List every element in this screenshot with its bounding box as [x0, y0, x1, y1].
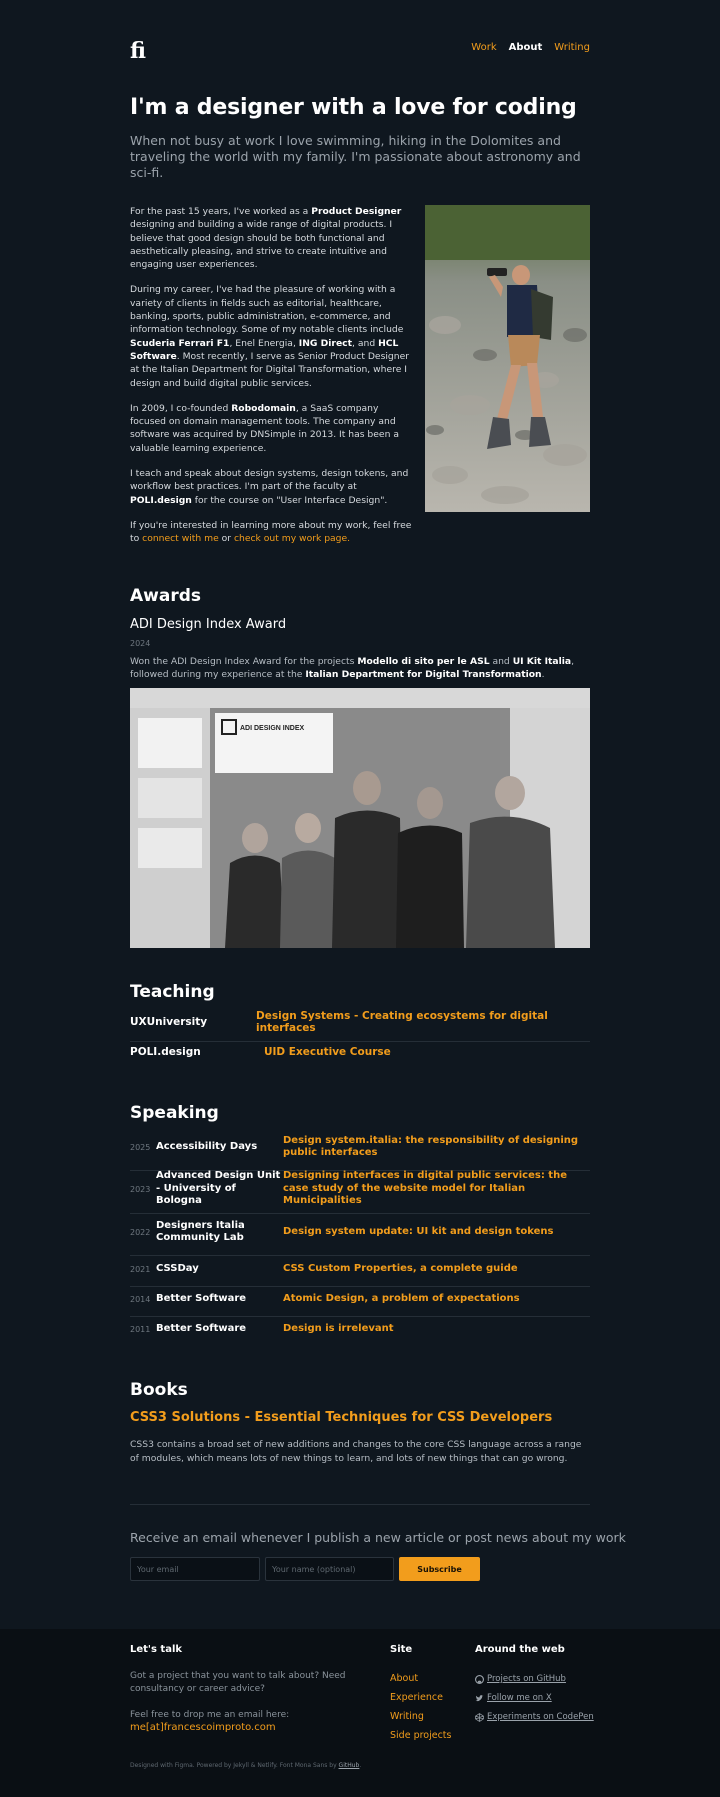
talk-event: Designers Italia Community Lab [156, 1219, 245, 1243]
talk-year: 2021 [130, 1264, 151, 1274]
talk-event: Advanced Design Unit - University of Bologna [156, 1170, 281, 1207]
page-subtitle: When not busy at work I love swimming, hiking in the Dolomites and traveling the world with my family. I'm passionate about astronomy and sci-fi. [130, 133, 581, 180]
github-link[interactable] [475, 1674, 566, 1684]
talk-event: Better Software [156, 1322, 247, 1334]
intro-paragraph-3 [130, 402, 415, 455]
site-logo[interactable]: fi [130, 38, 146, 64]
talk-row [130, 1134, 590, 1160]
talk-title-link[interactable]: Design system.italia: the responsibility of designing public interfaces [283, 1134, 579, 1158]
award-description [130, 655, 590, 681]
intro-paragraph-2 [130, 283, 415, 389]
nav-writing[interactable]: Writing [554, 42, 590, 53]
github-credit-link[interactable]: GitHub [338, 1762, 360, 1769]
highlight: POLI.design [130, 494, 192, 506]
teaching-org: POLI.design [130, 1046, 201, 1058]
text: or [218, 533, 234, 545]
text: For the past 15 years, I've worked as a [130, 206, 312, 217]
nav-about[interactable]: About [508, 42, 543, 53]
talk-title-link[interactable]: Designing interfaces in digital public services: the case study of the website model for Italian Municipalities [283, 1170, 567, 1207]
text: for the course on "User Interface Design". [191, 494, 388, 506]
award-year: 2024 [130, 639, 151, 648]
highlight: Product Designer [311, 206, 402, 217]
github-icon [475, 1675, 484, 1684]
portrait-photo [425, 205, 590, 512]
talk-title-link[interactable]: Atomic Design, a problem of expectations [283, 1292, 520, 1304]
talk-row [130, 1321, 590, 1337]
footer-talk-text: Got a project that you want to talk about? Need consultancy or career advice? [130, 1671, 346, 1694]
teaching-row [130, 1037, 590, 1067]
text: During my career, I've had the pleasure of working with a variety of clients in fields such as editorial, healthcare, banking, sports, public administration, e-commerce, and information technology. Some of my notable clients include [130, 284, 404, 336]
teaching-org: UXUniversity [130, 1016, 208, 1028]
teaching-course-link[interactable]: UID Executive Course [264, 1046, 391, 1058]
highlight: Robodomain [231, 402, 296, 414]
text: and [489, 656, 513, 667]
highlight: Scuderia Ferrari F1 [130, 337, 230, 349]
award-photo [130, 688, 590, 948]
talk-row [130, 1291, 590, 1307]
footer-site-heading: Site [390, 1644, 413, 1655]
text: In 2009, I co-founded [130, 402, 232, 414]
divider [130, 1504, 590, 1505]
email-field[interactable] [130, 1557, 260, 1581]
footer-link-side-projects[interactable]: Side projects [390, 1730, 452, 1741]
talk-row [130, 1170, 590, 1207]
footer-talk-heading: Let's talk [130, 1644, 183, 1655]
highlight: Italian Department for Digital Transformation [305, 669, 542, 680]
book-title-link[interactable]: CSS3 Solutions - Essential Techniques for CSS Developers [130, 1410, 553, 1425]
teaching-row [130, 1007, 590, 1037]
talk-year: 2022 [130, 1227, 151, 1237]
talk-title-link[interactable]: CSS Custom Properties, a complete guide [283, 1262, 518, 1274]
footer-web-heading: Around the web [475, 1644, 565, 1655]
highlight: Modello di sito per le ASL [357, 656, 490, 667]
text: , Enel Energia, [229, 337, 299, 349]
talk-year: 2023 [130, 1184, 151, 1194]
subscribe-button[interactable]: Subscribe [399, 1557, 480, 1581]
text: . [541, 669, 545, 680]
intro-paragraph-4 [130, 467, 415, 507]
github-link-label: Projects on GitHub [487, 1674, 566, 1684]
nav-work[interactable]: Work [471, 42, 497, 53]
talk-event: Accessibility Days [156, 1140, 258, 1152]
twitter-icon [475, 1694, 484, 1703]
talk-title-link[interactable]: Design is irrelevant [283, 1322, 394, 1334]
codepen-link-label: Experiments on CodePen [487, 1712, 594, 1722]
highlight: UI Kit Italia [512, 656, 572, 667]
x-link[interactable] [475, 1693, 552, 1703]
footer-mail-text: Feel free to drop me an email here: [130, 1710, 290, 1720]
talk-event: CSSDay [156, 1262, 199, 1274]
main-nav [471, 42, 590, 53]
talk-event: Better Software [156, 1292, 247, 1304]
award-name: ADI Design Index Award [130, 617, 287, 632]
intro-paragraph-1 [130, 205, 415, 271]
highlight: HCL Software [130, 337, 399, 362]
adi-sign-text: ADI DESIGN INDEX [240, 725, 305, 732]
text: Designed with Figma. Powered by Jekyll & Netlify. Font Mona Sans by [130, 1762, 339, 1769]
footer-link-about[interactable]: About [390, 1673, 419, 1684]
divider [130, 1286, 590, 1287]
text: . Most recently, I serve as Senior Product Designer at the Italian Department for Digital Transformation, where I design and build digital public services. [130, 350, 409, 389]
text: I teach and speak about design systems, design tokens, and workflow best practices. I'm part of the faculty at [130, 468, 409, 493]
codepen-icon [475, 1713, 484, 1722]
awards-heading: Awards [130, 586, 202, 606]
text: , followed during my experience at the [130, 656, 575, 680]
talk-year: 2025 [130, 1142, 151, 1152]
text: Won the ADI Design Index Award for the projects [130, 656, 358, 667]
teaching-heading: Teaching [130, 982, 215, 1002]
talk-row [130, 1219, 590, 1245]
divider [130, 1316, 590, 1317]
x-link-label: Follow me on X [487, 1693, 552, 1703]
divider [130, 1255, 590, 1256]
footer-link-experience[interactable]: Experience [390, 1692, 443, 1703]
speaking-heading: Speaking [130, 1103, 219, 1123]
talk-row [130, 1261, 590, 1277]
intro-text [130, 205, 415, 558]
work-page-link[interactable]: check out my work page. [233, 533, 351, 545]
book-description: CSS3 contains a broad set of new additions and changes to the core CSS language across a range of modules, which means lots of new things to learn, and lots of new things that can go wrong. [130, 1439, 582, 1464]
talk-year: 2014 [130, 1294, 151, 1304]
footer [0, 1629, 720, 1797]
text: If you're interested in learning more about my work, feel free to [130, 519, 412, 545]
intro-paragraph-5 [130, 519, 415, 546]
footer-link-writing[interactable]: Writing [390, 1711, 424, 1722]
name-field[interactable] [265, 1557, 394, 1581]
text: . [359, 1762, 362, 1769]
connect-link[interactable]: connect with me [142, 533, 219, 545]
footer-email-link[interactable]: me[at]francescoimproto.com [130, 1722, 276, 1733]
footer-credits [130, 1762, 361, 1769]
text: , and [352, 337, 379, 349]
talk-year: 2011 [130, 1324, 151, 1334]
codepen-link[interactable] [475, 1712, 594, 1722]
page-title: I'm a designer with a love for coding [130, 95, 577, 120]
talk-title-link[interactable]: Design system update: UI kit and design tokens [283, 1225, 554, 1237]
teaching-course-link[interactable]: Design Systems - Creating ecosystems for digital interfaces [256, 1010, 548, 1034]
divider [130, 1213, 590, 1214]
books-heading: Books [130, 1380, 188, 1400]
text: , a SaaS company focused on domain management tools. The company and software was acquired by DNSimple in 2013. It has been a valuable learning experience. [130, 402, 399, 454]
newsletter-title: Receive an email whenever I publish a new article or post news about my work [130, 1530, 626, 1545]
text: designing and building a wide range of digital products. I believe that good design should be both functional and aesthetically pleasing, and strive to create intuitive and engaging user experiences. [130, 219, 393, 271]
highlight: ING Direct [298, 337, 353, 349]
